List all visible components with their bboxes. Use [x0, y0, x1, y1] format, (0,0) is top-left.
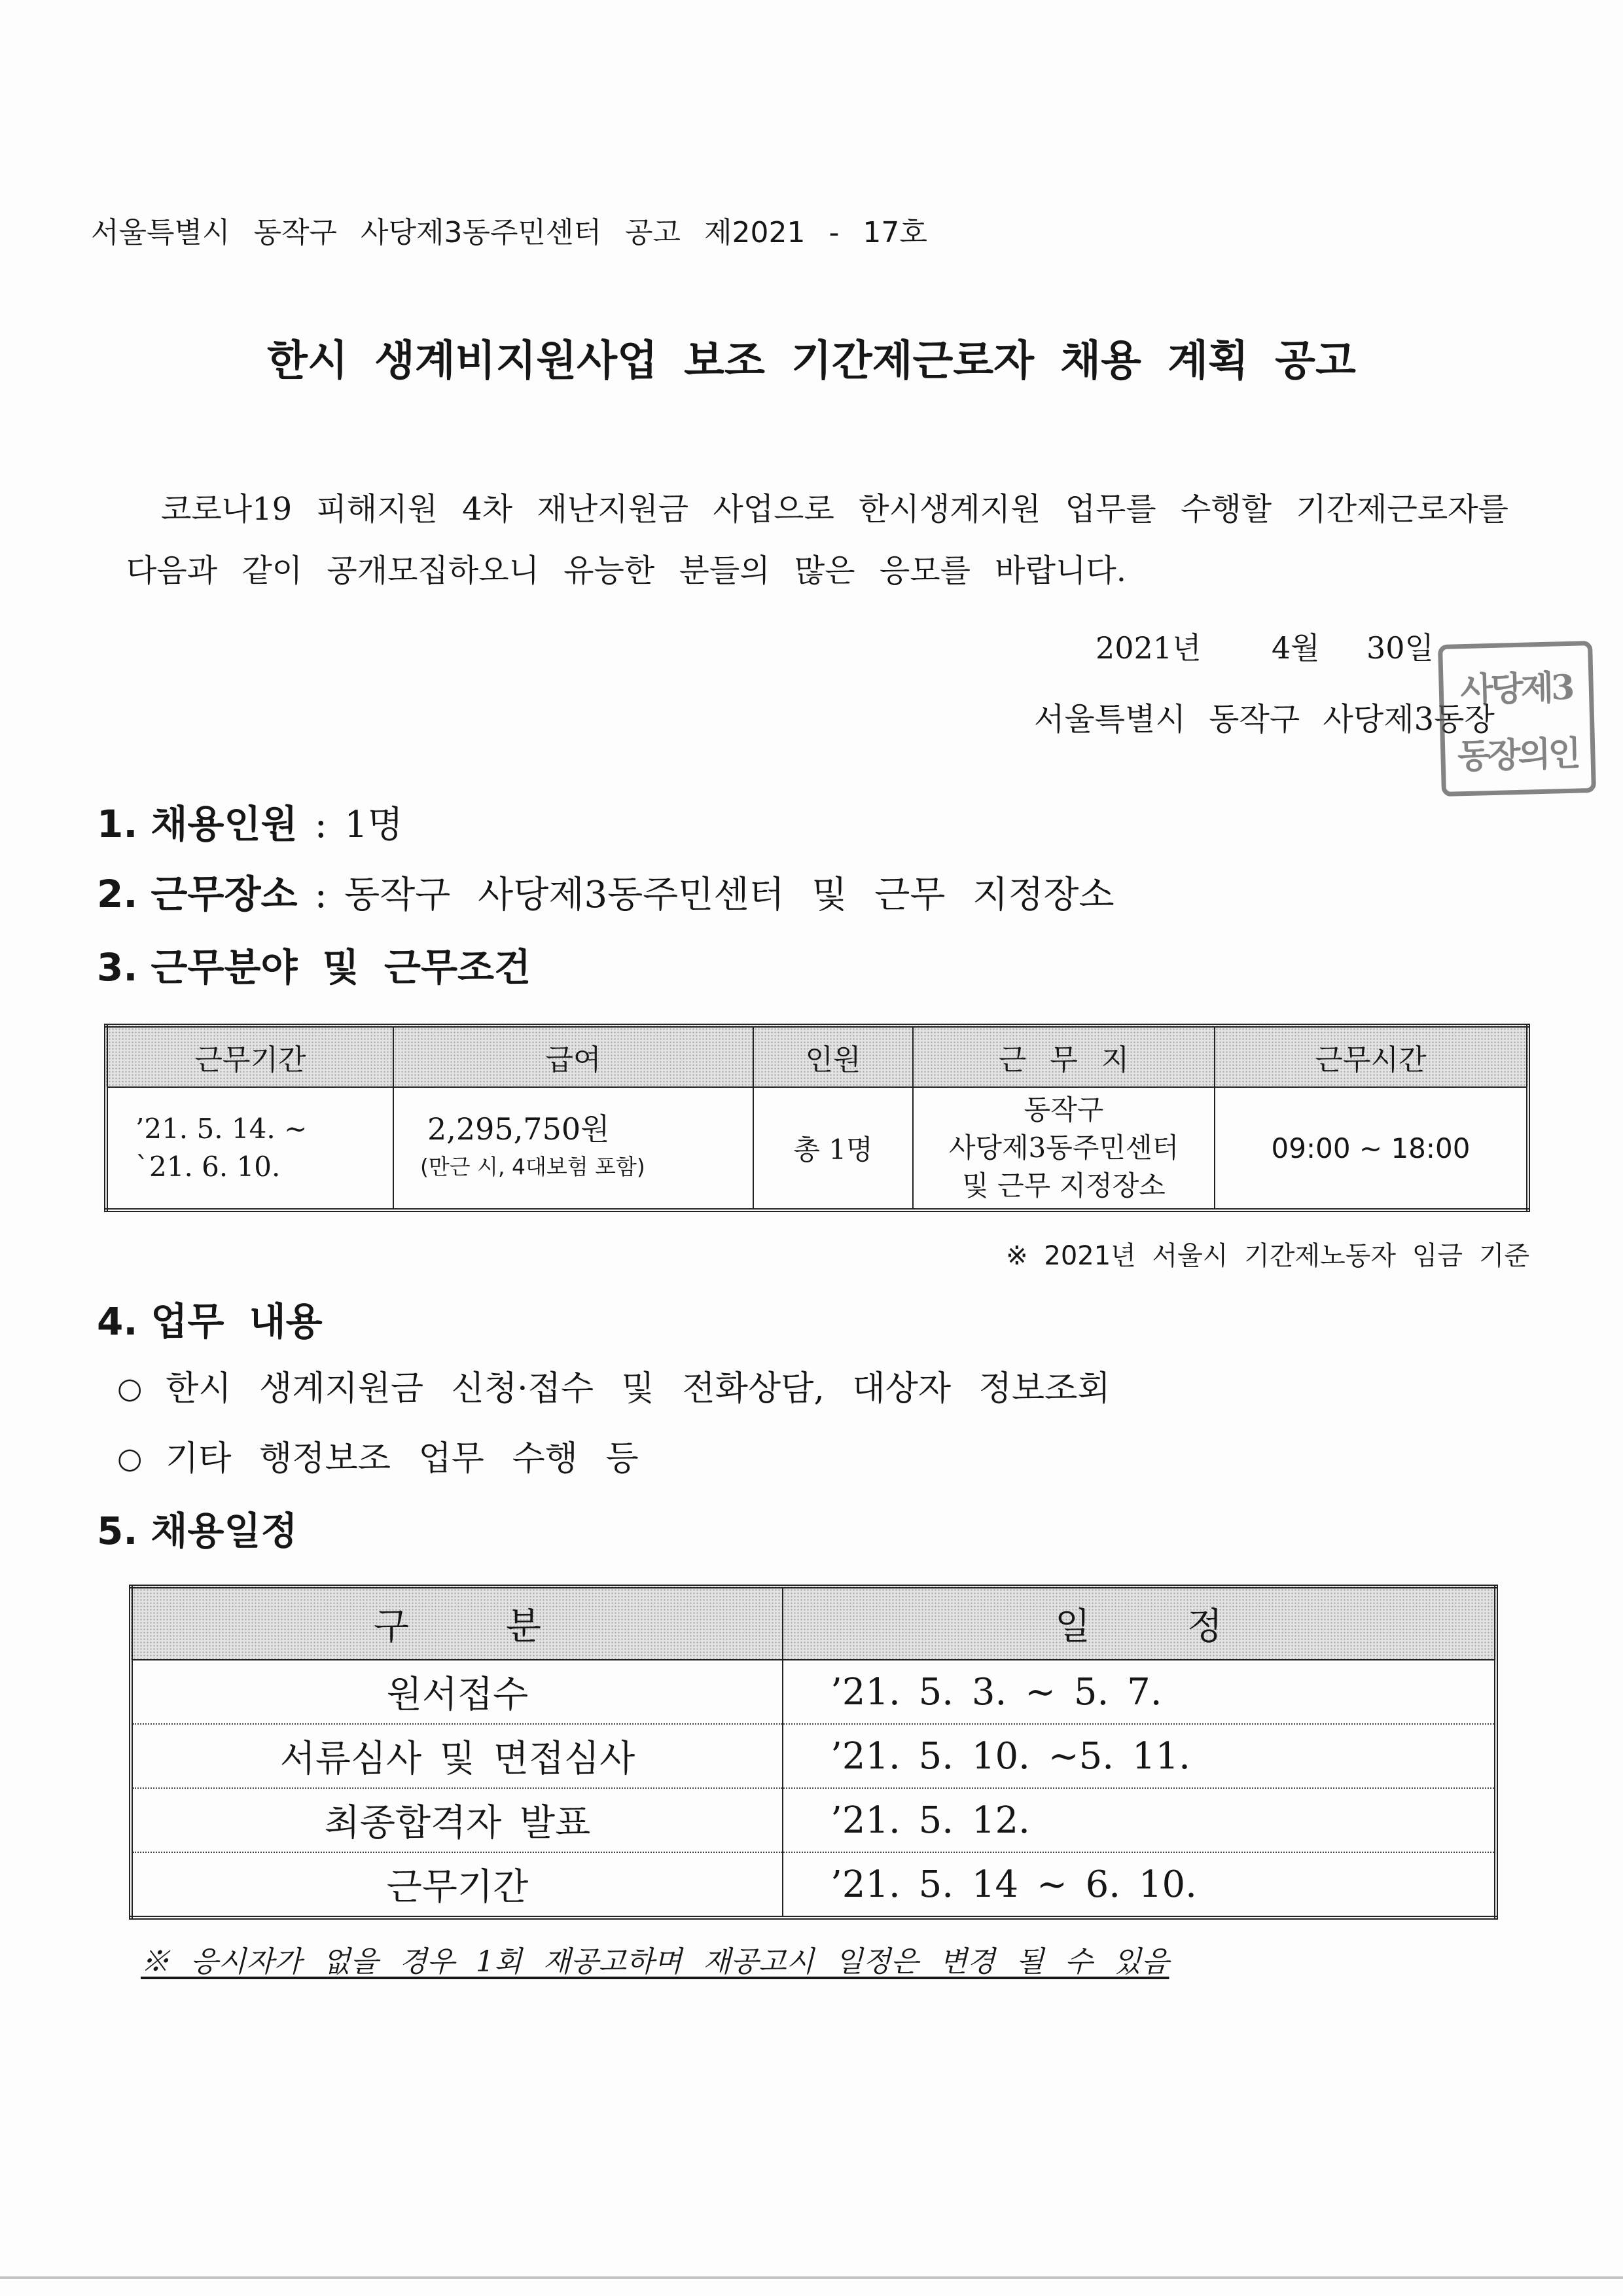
list-item — [117, 1439, 639, 1479]
schedule-label: 근무기간 — [131, 1852, 783, 1918]
intro-line-1: 코로나19 피해지원 4차 재난지원금 사업으로 한시생계지원 업무를 수행할 기간제근로자를 — [161, 491, 1508, 528]
header-work-period: 근무기간 — [106, 1026, 393, 1087]
header-headcount: 인원 — [753, 1026, 913, 1087]
list-item — [117, 1369, 1111, 1409]
cell-work-period — [106, 1087, 393, 1210]
header-work-hours: 근무시간 — [1215, 1026, 1528, 1087]
cell-salary — [393, 1087, 753, 1210]
header-schedule: 일 정 — [783, 1587, 1496, 1660]
section-1-value: 1명 — [344, 804, 403, 846]
re-announcement-footnote: ※ 응시자가 없을 경우 1회 재공고하며 재공고시 일정은 변경 될 수 있음 — [141, 1945, 1169, 1979]
section-5-schedule — [97, 1509, 298, 1554]
schedule-label: 서류심사 및 면접심사 — [131, 1724, 783, 1788]
section-4-heading: 업무 내용 — [151, 1299, 323, 1344]
issue-day: 30일 — [1366, 630, 1434, 666]
period-end: `21. 6. 10. — [135, 1151, 281, 1183]
circle-bullet-icon: ○ — [117, 1371, 143, 1405]
scan-edge-line — [0, 2276, 1623, 2279]
section-1-number: 1. — [97, 802, 138, 846]
table-row — [131, 1660, 1496, 1724]
table-row — [131, 1852, 1496, 1918]
schedule-label: 최종합격자 발표 — [131, 1788, 783, 1852]
salary-amount: 2,295,750원 — [427, 1111, 610, 1147]
circle-bullet-icon: ○ — [117, 1441, 143, 1475]
section-1-separator: : — [314, 802, 328, 846]
schedule-date: ’21. 5. 12. — [783, 1788, 1496, 1852]
section-2-number: 2. — [97, 872, 138, 916]
seal-row-1: 사당제3 — [1459, 667, 1573, 711]
schedule-label: 원서접수 — [131, 1660, 783, 1724]
cell-headcount — [753, 1087, 913, 1210]
table-header-row — [131, 1587, 1496, 1660]
section-2-separator: : — [314, 872, 328, 916]
seal-row-2: 동장의인 — [1457, 733, 1579, 777]
section-2-workplace — [97, 872, 1115, 918]
section-4-duties — [97, 1299, 323, 1345]
work-conditions-table — [104, 1024, 1530, 1212]
header-work-location: 근 무 지 — [913, 1026, 1215, 1087]
cell-work-location — [913, 1087, 1215, 1210]
wage-basis-note: ※ 2021년 서울시 기간제노동자 임금 기준 — [1006, 1241, 1529, 1271]
location-line-3: 및 근무 지정장소 — [962, 1170, 1166, 1202]
section-4-number: 4. — [97, 1299, 138, 1344]
work-hours-value: 09:00 ~ 18:00 — [1271, 1132, 1471, 1164]
location-line-2: 사당제3동주민센터 — [948, 1132, 1179, 1164]
issuer-name: 서울특별시 동작구 사당제3동장 — [1034, 701, 1495, 738]
official-seal-stamp — [1438, 641, 1596, 797]
location-line-1: 동작구 — [1024, 1094, 1104, 1126]
schedule-date: ’21. 5. 14 ∼ 6. 10. — [783, 1852, 1496, 1918]
schedule-date: ’21. 5. 10. ∼5. 11. — [783, 1724, 1496, 1788]
section-3-heading: 근무분야 및 근무조건 — [151, 945, 531, 990]
document-title: 한시 생계비지원사업 보조 기간제근로자 채용 계획 공고 — [267, 337, 1356, 386]
salary-note: (만근 시, 4대보험 포함) — [420, 1154, 645, 1179]
period-start: ’21. 5. 14. ~ — [135, 1113, 308, 1145]
section-2-value: 동작구 사당제3동주민센터 및 근무 지정장소 — [344, 874, 1115, 916]
headcount-value: 총 1명 — [793, 1134, 873, 1166]
issue-month: 4월 — [1272, 630, 1320, 666]
header-salary: 급여 — [393, 1026, 753, 1087]
table-row — [131, 1724, 1496, 1788]
recruitment-schedule-table — [129, 1585, 1498, 1920]
section-3-number: 3. — [97, 945, 138, 990]
notice-number: 서울특별시 동작구 사당제3동주민센터 공고 제2021 - 17호 — [91, 216, 927, 249]
intro-line-2: 다음과 같이 공개모집하오니 유능한 분들의 많은 응모를 바랍니다. — [126, 552, 1127, 589]
section-1-headcount — [97, 802, 403, 848]
duty-text: 기타 행정보조 업무 수행 등 — [166, 1439, 639, 1479]
cell-work-hours — [1215, 1087, 1528, 1210]
section-2-heading: 근무장소 — [151, 872, 298, 916]
section-1-heading: 채용인원 — [151, 802, 298, 846]
section-5-number: 5. — [97, 1509, 138, 1553]
table-header-row — [106, 1026, 1528, 1087]
section-3-conditions — [97, 945, 531, 991]
issue-year: 2021년 — [1096, 630, 1202, 666]
section-5-heading: 채용일정 — [151, 1509, 298, 1553]
schedule-date: ’21. 5. 3. ∼ 5. 7. — [783, 1660, 1496, 1724]
table-row — [131, 1788, 1496, 1852]
table-row — [106, 1087, 1528, 1210]
duty-text: 한시 생계지원금 신청·접수 및 전화상담, 대상자 정보조회 — [166, 1369, 1111, 1408]
header-category: 구 분 — [131, 1587, 783, 1660]
